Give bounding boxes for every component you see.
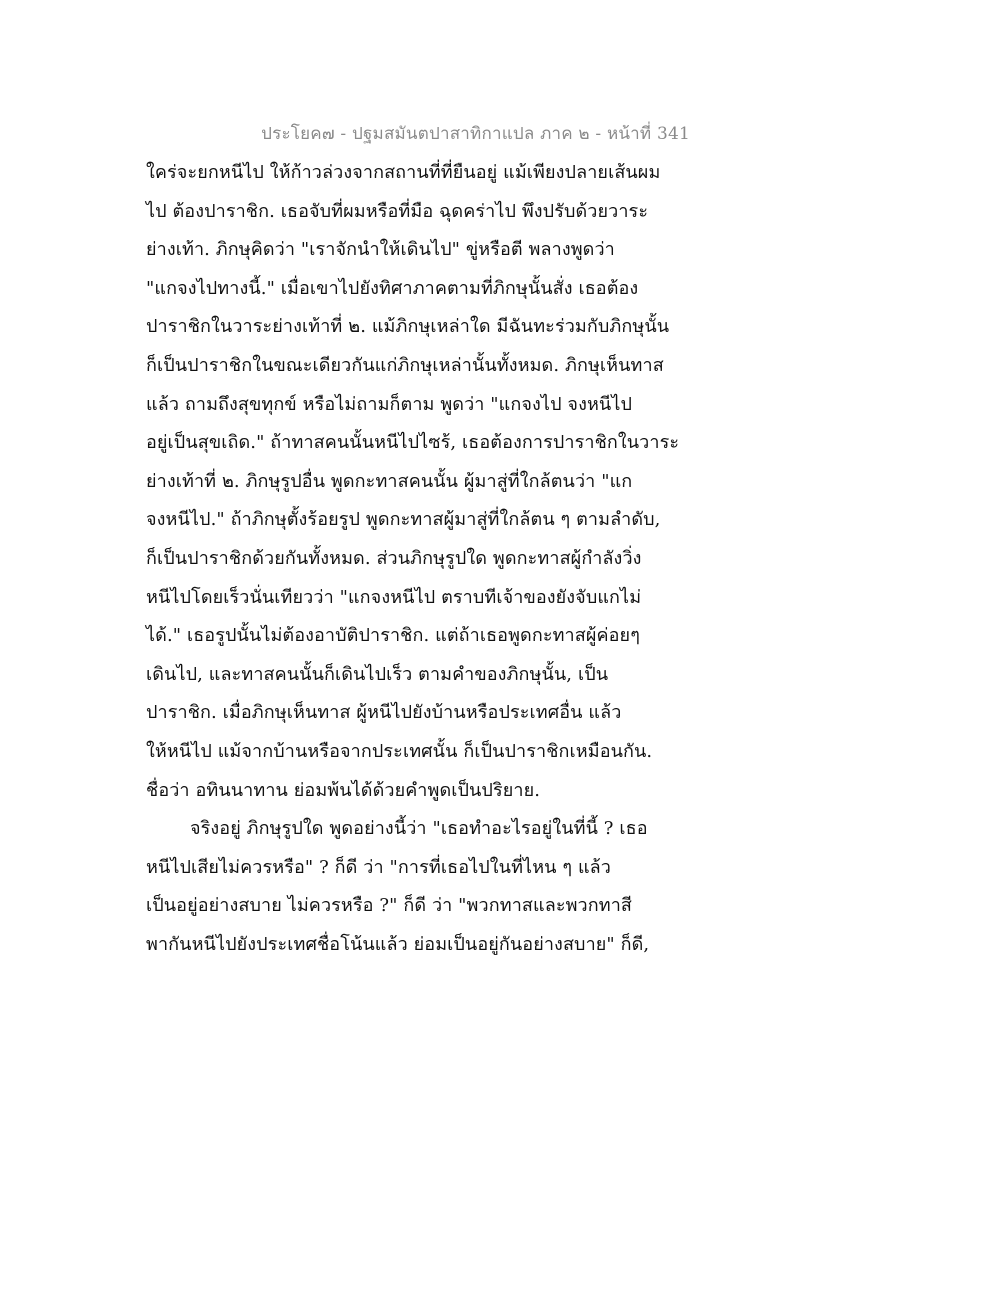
- running-header: ประโยค๗ - ปฐมสมันตปาสาทิกาแปล ภาค ๒ - หน้าที่ 341: [261, 124, 690, 144]
- body-text: [146, 154, 706, 964]
- text-line: ชื่อว่า อทินนาทาน ย่อมพ้นได้ด้วยคำพูดเป็นปริยาย.: [146, 779, 541, 801]
- text-line: หนีไปเสียไม่ควรหรือ" ? ก็ดี ว่า "การที่เธอไปในที่ไหน ๆ แล้ว: [146, 856, 612, 878]
- text-line: แล้ว ถามถึงสุขทุกข์ หรือไม่ถามก็ตาม พูดว่า "แกจงไป จงหนีไป: [146, 393, 633, 415]
- text-line: ย่างเท้าที่ ๒. ภิกษุรูปอื่น พูดกะทาสคนนั้น ผู้มาสู่ที่ใกล้ตนว่า "แก: [146, 470, 633, 492]
- text-line: ใคร่จะยกหนีไป ให้ก้าวล่วงจากสถานที่ที่ยืนอยู่ แม้เพียงปลายเส้นผม: [146, 162, 661, 183]
- text-line: พากันหนีไปยังประเทศชื่อโน้นแล้ว ย่อมเป็นอยู่กันอย่างสบาย" ก็ดี,: [146, 933, 650, 955]
- text-line: จงหนีไป." ถ้าภิกษุตั้งร้อยรูป พูดกะทาสผู้มาสู่ที่ใกล้ตน ๆ ตามลำดับ,: [146, 509, 661, 531]
- paragraph-2: [146, 810, 706, 964]
- text-line: ปาราชิก. เมื่อภิกษุเห็นทาส ผู้หนีไปยังบ้านหรือประเทศอื่น แล้ว: [146, 702, 622, 724]
- paragraph-1: [146, 154, 706, 810]
- text-line: เป็นอยู่อย่างสบาย ไม่ควรหรือ ?" ก็ดี ว่า "พวกทาสและพวกทาสี: [146, 895, 633, 917]
- text-line: ย่างเท้า. ภิกษุคิดว่า "เราจักนำให้เดินไป" ขู่หรือตี พลางพูดว่า: [146, 239, 615, 261]
- text-line: หนีไปโดยเร็วนั่นเทียวว่า "แกจงหนีไป ตราบทีเจ้าของยังจับแกไม่: [146, 586, 642, 608]
- text-line: ก็เป็นปาราชิกในขณะเดียวกันแก่ภิกษุเหล่านั้นทั้งหมด. ภิกษุเห็นทาส: [146, 354, 664, 376]
- text-line: ปาราชิกในวาระย่างเท้าที่ ๒. แม้ภิกษุเหล่าใด มีฉันทะร่วมกับภิกษุนั้น: [146, 316, 670, 338]
- text-line: "แกจงไปทางนี้." เมื่อเขาไปยังทิศาภาคตามที่ภิกษุนั้นสั่ง เธอต้อง: [146, 277, 639, 299]
- text-line: ก็เป็นปาราชิกด้วยกันทั้งหมด. ส่วนภิกษุรูปใด พูดกะทาสผู้กำลังวิ่ง: [146, 547, 642, 569]
- text-line: จริงอยู่ ภิกษุรูปใด พูดอย่างนี้ว่า "เธอทำอะไรอยู่ในที่นี้ ? เธอ: [190, 818, 648, 840]
- text-line: ให้หนีไป แม้จากบ้านหรือจากประเทศนั้น ก็เป็นปาราชิกเหมือนกัน.: [146, 740, 653, 762]
- text-line: ได้." เธอรูปนั้นไม่ต้องอาบัติปาราชิก. แต่ถ้าเธอพูดกะทาสผู้ค่อยๆ: [146, 625, 640, 647]
- text-line: ไป ต้องปาราชิก. เธอจับที่ผมหรือที่มือ ฉุดคร่าไป พึงปรับด้วยวาระ: [146, 200, 649, 222]
- text-line: เดินไป, และทาสคนนั้นก็เดินไปเร็ว ตามคำของภิกษุนั้น, เป็น: [146, 663, 609, 685]
- text-line: อยู่เป็นสุขเถิด." ถ้าทาสคนนั้นหนีไปไซร้, เธอต้องการปาราชิกในวาระ: [146, 432, 680, 454]
